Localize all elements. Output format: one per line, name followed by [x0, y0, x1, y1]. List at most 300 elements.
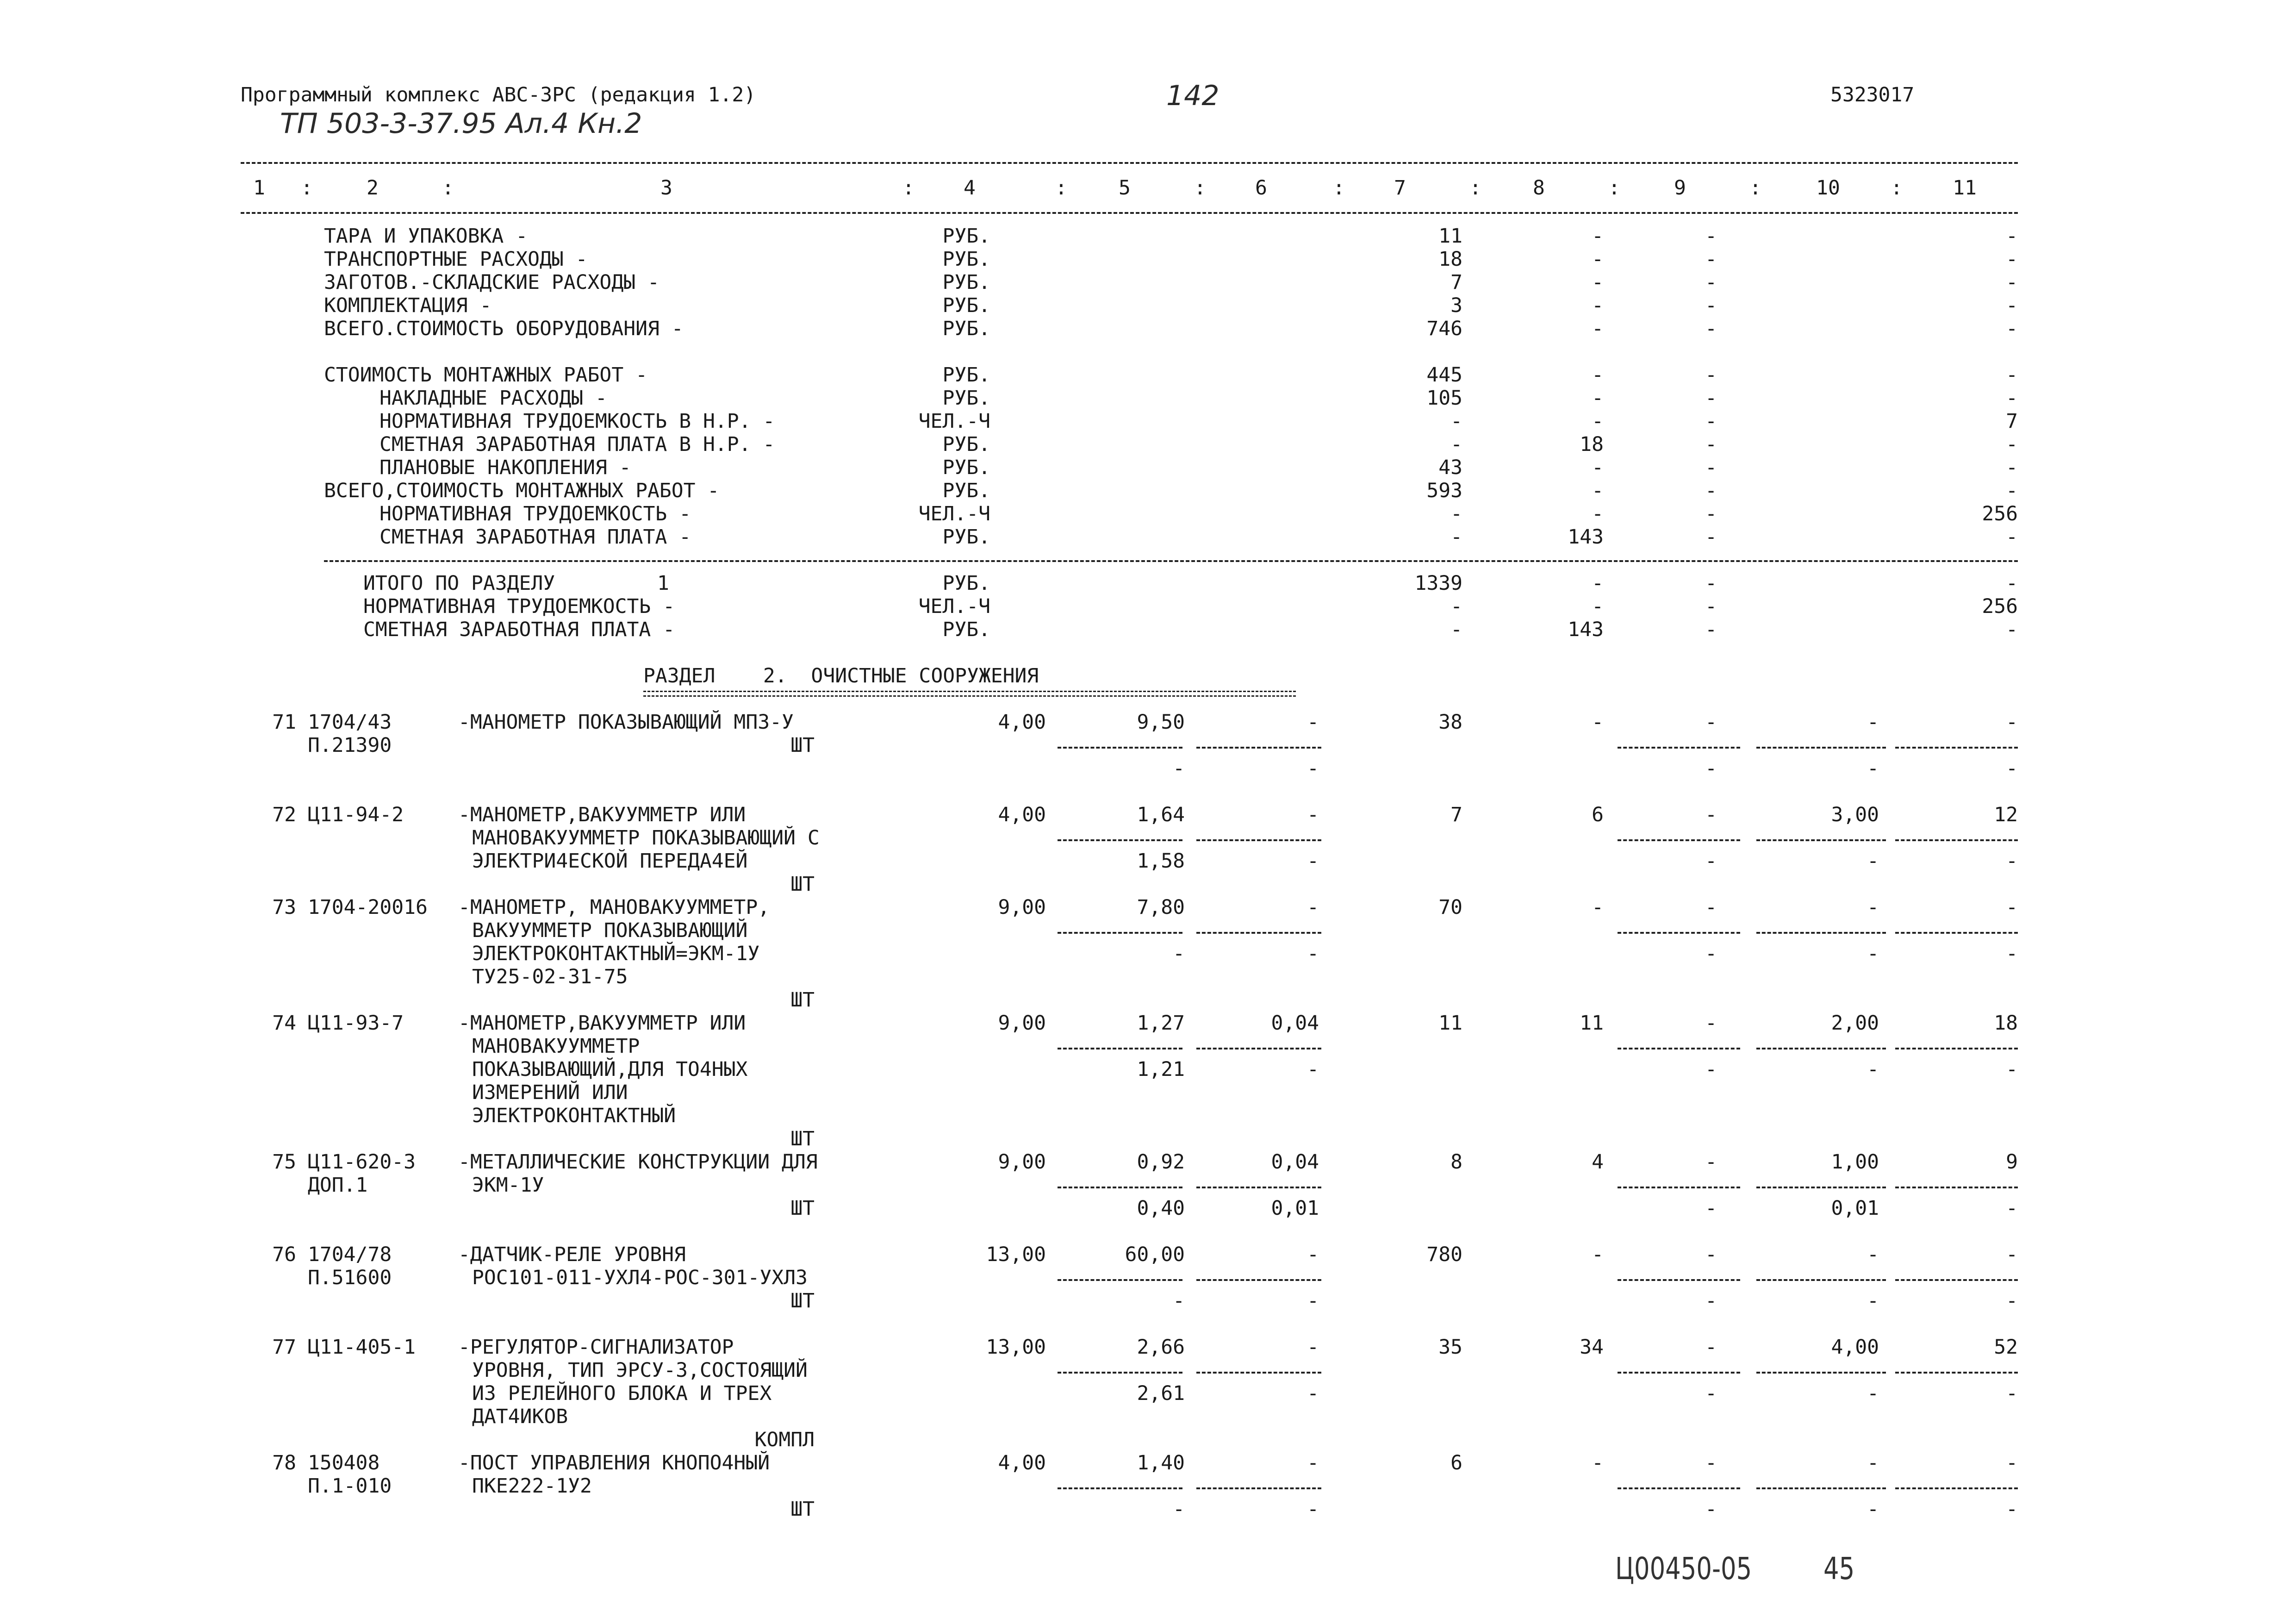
column-header-11: 11 [1953, 176, 1977, 200]
summary-row-unit: РУБ. [942, 618, 990, 641]
item-col8: 4 [1592, 1150, 1604, 1174]
item-col9: - [1705, 1336, 1717, 1359]
item-quantity: 13,00 [986, 1243, 1046, 1266]
item-col11-sub: - [2006, 757, 2018, 780]
item-col6: - [1307, 1451, 1319, 1474]
column-separator: : [442, 176, 454, 200]
column-header-4: 4 [964, 176, 976, 200]
item-col8: 11 [1580, 1012, 1604, 1035]
line-item-unit: РУБ. [942, 225, 990, 248]
item-quantity: 4,00 [998, 1451, 1046, 1474]
line-item-col9: - [1705, 479, 1717, 502]
item-col5: 1,27 [1137, 1012, 1185, 1035]
item-col9: - [1705, 1012, 1717, 1035]
line-item-unit: РУБ. [942, 387, 990, 410]
section-1-rule [324, 560, 2018, 562]
item-description-line: ПОКАЗЫВАЮЩИЙ,ДЛЯ ТО4НЫХ [472, 1058, 748, 1081]
item-split-rule [1618, 1048, 1740, 1049]
summary-row-col11: 256 [1982, 595, 2018, 618]
item-code: Ц11-93-7 [308, 1012, 404, 1035]
summary-row-col11: - [2006, 618, 2018, 641]
summary-row-name: НОРМАТИВНАЯ ТРУДОЕМКОСТЬ - [363, 595, 675, 618]
item-split-rule [1895, 1048, 2018, 1049]
item-col5: 7,80 [1137, 896, 1185, 919]
line-item-col9: - [1705, 456, 1717, 479]
item-col7: 780 [1426, 1243, 1462, 1266]
item-unit: ШТ [790, 1498, 815, 1521]
item-description-line: -МЕТАЛЛИЧЕСКИЕ КОНСТРУКЦИИ ДЛЯ [458, 1150, 818, 1174]
item-col10-sub: - [1867, 942, 1879, 965]
line-item-unit: РУБ. [942, 248, 990, 271]
line-item-col7: - [1450, 433, 1462, 456]
line-item-col9: - [1705, 294, 1717, 317]
column-separator: : [1333, 176, 1345, 200]
item-col7: 6 [1450, 1451, 1462, 1474]
line-item-col7: 593 [1426, 479, 1462, 502]
line-item-name: ВСЕГО,СТОИМОСТЬ МОНТАЖНЫХ РАБОТ - [324, 479, 720, 502]
line-item-name: СТОИМОСТЬ МОНТАЖНЫХ РАБОТ - [324, 363, 647, 387]
item-col10-sub: - [1867, 1289, 1879, 1312]
item-split-rule [1618, 747, 1740, 749]
item-number: 75 [272, 1150, 296, 1174]
summary-row-col9: - [1705, 572, 1717, 595]
item-split-rule [1058, 1187, 1182, 1188]
column-header-8: 8 [1533, 176, 1545, 200]
item-col10-sub: - [1867, 849, 1879, 873]
item-col6: 0,04 [1271, 1150, 1319, 1174]
item-unit: ШТ [790, 1197, 815, 1220]
item-split-rule [1196, 1187, 1321, 1188]
section-2-title-underline [643, 691, 1296, 697]
item-split-rule [1756, 1187, 1886, 1188]
item-col6-sub: - [1307, 1058, 1319, 1081]
item-split-rule [1895, 1279, 2018, 1281]
item-description-line: ЭЛЕКТРОКОНТАКТНЫЙ [472, 1104, 676, 1127]
line-item-col11: - [2006, 387, 2018, 410]
item-col7: 8 [1450, 1150, 1462, 1174]
item-col8: - [1592, 1451, 1604, 1474]
item-col10: - [1867, 1451, 1879, 1474]
handwritten-reference: ТП 503-3-37.95 Ал.4 Кн.2 [280, 107, 642, 140]
line-item-col11: - [2006, 248, 2018, 271]
item-unit: КОМПЛ [754, 1428, 815, 1451]
item-col8: - [1592, 1243, 1604, 1266]
item-description-line: ЭЛЕКТРОКОНТАКТНЫЙ=ЭКМ-1У [472, 942, 760, 965]
item-split-rule [1058, 839, 1182, 841]
line-item-col7: 3 [1450, 294, 1462, 317]
line-item-col9: - [1705, 363, 1717, 387]
item-code: 1704/43 [308, 711, 392, 734]
item-col5: 0,92 [1137, 1150, 1185, 1174]
line-item-name: КОМПЛЕКТАЦИЯ - [324, 294, 492, 317]
line-item-col7: 18 [1438, 248, 1462, 271]
item-number: 77 [272, 1336, 296, 1359]
section-summary-label: ИТОГО ПО РАЗДЕЛУ [363, 572, 555, 595]
item-col11: - [2006, 1451, 2018, 1474]
line-item-col8: - [1592, 294, 1604, 317]
page-number: 142 [1166, 80, 1220, 112]
item-col10: 2,00 [1831, 1012, 1879, 1035]
summary-row-col9: - [1705, 618, 1717, 641]
item-split-rule [1895, 839, 2018, 841]
item-split-rule [1618, 1279, 1740, 1281]
line-item-col11: - [2006, 456, 2018, 479]
item-col9: - [1705, 1243, 1717, 1266]
item-col11-sub: - [2006, 1498, 2018, 1521]
item-number: 72 [272, 803, 296, 826]
item-description-line: -ПОСТ УПРАВЛЕНИЯ КНОПО4НЫЙ [458, 1451, 770, 1474]
item-col11-sub: - [2006, 942, 2018, 965]
line-item-name: ЗАГОТОВ.-СКЛАДСКИЕ РАСХОДЫ - [324, 271, 660, 294]
item-col5: 1,64 [1137, 803, 1185, 826]
line-item-name: НОРМАТИВНАЯ ТРУДОЕМКОСТЬ - [380, 502, 691, 525]
line-item-name: ПЛАНОВЫЕ НАКОПЛЕНИЯ - [380, 456, 631, 479]
item-description-line: -МАНОМЕТР,ВАКУУММЕТР ИЛИ [458, 803, 746, 826]
line-item-col11: 256 [1982, 502, 2018, 525]
item-col5-sub: 1,58 [1137, 849, 1185, 873]
item-col9: - [1705, 1150, 1717, 1174]
line-item-col8: 143 [1568, 525, 1604, 549]
item-col5-sub: 0,40 [1137, 1197, 1185, 1220]
item-col11: - [2006, 896, 2018, 919]
line-item-col8: - [1592, 479, 1604, 502]
item-col10: 3,00 [1831, 803, 1879, 826]
item-col7: 38 [1438, 711, 1462, 734]
item-col5-sub: 1,21 [1137, 1058, 1185, 1081]
item-col10: 4,00 [1831, 1336, 1879, 1359]
line-item-unit: РУБ. [942, 525, 990, 549]
item-description-line: МАНОВАКУУММЕТР ПОКАЗЫВАЮЩИЙ С [472, 826, 820, 849]
line-item-col8: - [1592, 225, 1604, 248]
column-separator: : [902, 176, 915, 200]
item-col10: 1,00 [1831, 1150, 1879, 1174]
item-col8: - [1592, 896, 1604, 919]
item-col7: 11 [1438, 1012, 1462, 1035]
item-col11: 18 [1994, 1012, 2018, 1035]
item-col5-sub: - [1173, 1289, 1185, 1312]
line-item-col7: 105 [1426, 387, 1462, 410]
column-header-3: 3 [660, 176, 672, 200]
item-col6-sub: - [1307, 1382, 1319, 1405]
item-split-rule [1895, 747, 2018, 749]
item-col6: 0,04 [1271, 1012, 1319, 1035]
line-item-unit: РУБ. [942, 294, 990, 317]
item-split-rule [1196, 1048, 1321, 1049]
item-quantity: 4,00 [998, 803, 1046, 826]
item-description-line: ДАТ4ИКОВ [472, 1405, 568, 1428]
line-item-col9: - [1705, 387, 1717, 410]
column-separator: : [1055, 176, 1067, 200]
line-item-col8: - [1592, 387, 1604, 410]
item-split-rule [1895, 1187, 2018, 1188]
item-col11-sub: - [2006, 1058, 2018, 1081]
item-split-rule [1196, 1487, 1321, 1489]
item-col9: - [1705, 1451, 1717, 1474]
line-item-col11: - [2006, 479, 2018, 502]
item-col10: - [1867, 711, 1879, 734]
line-item-col9: - [1705, 502, 1717, 525]
item-description-line: ВАКУУММЕТР ПОКАЗЫВАЮЩИЙ [472, 919, 748, 942]
item-number: 73 [272, 896, 296, 919]
item-code: 1704/78 [308, 1243, 392, 1266]
item-number: 78 [272, 1451, 296, 1474]
item-col11: 12 [1994, 803, 2018, 826]
item-split-rule [1618, 1487, 1740, 1489]
item-col6-sub: - [1307, 757, 1319, 780]
summary-row-col7: - [1450, 618, 1462, 641]
summary-row-unit: ЧЕЛ.-Ч [918, 595, 990, 618]
item-col10-sub: - [1867, 1382, 1879, 1405]
line-item-unit: РУБ. [942, 479, 990, 502]
line-item-col8: - [1592, 410, 1604, 433]
item-col10-sub: - [1867, 1058, 1879, 1081]
item-col7: 7 [1450, 803, 1462, 826]
line-item-col11: 7 [2006, 410, 2018, 433]
item-split-rule [1618, 1187, 1740, 1188]
item-description-line: УРОВНЯ, ТИП ЭРСУ-3,СОСТОЯЩИЙ [472, 1359, 808, 1382]
line-item-name: ВСЕГО.СТОИМОСТЬ ОБОРУДОВАНИЯ - [324, 317, 684, 340]
item-col11-sub: - [2006, 1289, 2018, 1312]
item-col5: 2,66 [1137, 1336, 1185, 1359]
item-number: 76 [272, 1243, 296, 1266]
line-item-col8: - [1592, 317, 1604, 340]
item-col5-sub: - [1173, 942, 1185, 965]
item-col9-sub: - [1705, 1382, 1717, 1405]
line-item-col7: 7 [1450, 271, 1462, 294]
column-header-6: 6 [1255, 176, 1267, 200]
line-item-name: СМЕТНАЯ ЗАРАБОТНАЯ ПЛАТА - [380, 525, 691, 549]
line-item-col7: - [1450, 410, 1462, 433]
item-quantity: 9,00 [998, 1150, 1046, 1174]
item-col5-sub: - [1173, 1498, 1185, 1521]
line-item-col9: - [1705, 317, 1717, 340]
item-description-line: ЭКМ-1У [472, 1174, 544, 1197]
item-col10: - [1867, 896, 1879, 919]
line-item-col11: - [2006, 525, 2018, 549]
item-quantity: 4,00 [998, 711, 1046, 734]
item-col9: - [1705, 711, 1717, 734]
line-item-col11: - [2006, 225, 2018, 248]
item-col8: 34 [1580, 1336, 1604, 1359]
item-unit: ШТ [790, 873, 815, 896]
column-header-2: 2 [367, 176, 379, 200]
item-split-rule [1756, 1487, 1886, 1489]
item-description-line: -МАНОМЕТР,ВАКУУММЕТР ИЛИ [458, 1012, 746, 1035]
item-description-line: ИЗ РЕЛЕЙНОГО БЛОКА И ТРЕХ [472, 1382, 772, 1405]
line-item-unit: ЧЕЛ.-Ч [918, 502, 990, 525]
item-split-rule [1618, 1372, 1740, 1374]
column-header-1: 1 [253, 176, 265, 200]
line-item-col9: - [1705, 433, 1717, 456]
stamp-code: Ц00450-05 [1615, 1551, 1752, 1587]
line-item-name: НАКЛАДНЫЕ РАСХОДЫ - [380, 387, 607, 410]
item-col6-sub: - [1307, 1289, 1319, 1312]
item-col11: 9 [2006, 1150, 2018, 1174]
line-item-col9: - [1705, 225, 1717, 248]
item-code: Ц11-620-3 [308, 1150, 416, 1174]
summary-row-col7: 1339 [1414, 572, 1462, 595]
item-split-rule [1756, 747, 1886, 749]
item-col6: - [1307, 803, 1319, 826]
item-col6-sub: - [1307, 1498, 1319, 1521]
line-item-name: ТРАНСПОРТНЫЕ РАСХОДЫ - [324, 248, 588, 271]
line-item-unit: РУБ. [942, 433, 990, 456]
item-col8: - [1592, 711, 1604, 734]
item-split-rule [1756, 1279, 1886, 1281]
column-separator: : [1608, 176, 1620, 200]
item-split-rule [1756, 932, 1886, 934]
item-split-rule [1196, 747, 1321, 749]
line-item-col9: - [1705, 410, 1717, 433]
item-description-line: ПКЕ222-1У2 [472, 1474, 592, 1498]
item-split-rule [1058, 1279, 1182, 1281]
line-item-unit: ЧЕЛ.-Ч [918, 410, 990, 433]
column-header-5: 5 [1119, 176, 1131, 200]
item-col9-sub: - [1705, 942, 1717, 965]
item-code: П.1-010 [308, 1474, 392, 1498]
summary-row-col8: 143 [1568, 618, 1604, 641]
line-item-col8: - [1592, 248, 1604, 271]
item-col5: 9,50 [1137, 711, 1185, 734]
item-split-rule [1058, 932, 1182, 934]
item-unit: ШТ [790, 734, 815, 757]
line-item-col7: 746 [1426, 317, 1462, 340]
summary-row-col8: - [1592, 572, 1604, 595]
line-item-col8: - [1592, 502, 1604, 525]
line-item-col7: - [1450, 525, 1462, 549]
item-split-rule [1895, 932, 2018, 934]
item-col11-sub: - [2006, 1197, 2018, 1220]
line-item-unit: РУБ. [942, 363, 990, 387]
item-code: П.51600 [308, 1266, 392, 1289]
item-col5: 60,00 [1125, 1243, 1185, 1266]
item-col9: - [1705, 896, 1717, 919]
stamp-page: 45 [1823, 1551, 1855, 1587]
column-separator: : [1891, 176, 1903, 200]
line-item-col8: - [1592, 456, 1604, 479]
item-description-line: -РЕГУЛЯТОР-СИГНАЛИЗАТОР [458, 1336, 734, 1359]
item-col9: - [1705, 803, 1717, 826]
column-separator: : [1469, 176, 1481, 200]
item-col11-sub: - [2006, 1382, 2018, 1405]
item-number: 71 [272, 711, 296, 734]
item-quantity: 9,00 [998, 896, 1046, 919]
column-header-10: 10 [1816, 176, 1840, 200]
item-code: 1704-20016 [308, 896, 428, 919]
item-col11: - [2006, 1243, 2018, 1266]
item-split-rule [1196, 1372, 1321, 1374]
item-col6: - [1307, 711, 1319, 734]
item-split-rule [1895, 1372, 2018, 1374]
table-top-rule [241, 162, 2018, 164]
item-col10: - [1867, 1243, 1879, 1266]
header-bottom-rule [241, 212, 2018, 214]
item-split-rule [1895, 1487, 2018, 1489]
item-description-line: ТУ25-02-31-75 [472, 965, 628, 988]
item-description-line: МАНОВАКУУММЕТР [472, 1035, 640, 1058]
item-code: Ц11-405-1 [308, 1336, 416, 1359]
item-quantity: 13,00 [986, 1336, 1046, 1359]
line-item-col7: 445 [1426, 363, 1462, 387]
item-col9-sub: - [1705, 1197, 1717, 1220]
item-col6: - [1307, 896, 1319, 919]
item-unit: ШТ [790, 1127, 815, 1150]
item-col5-sub: - [1173, 757, 1185, 780]
summary-row-name: СМЕТНАЯ ЗАРАБОТНАЯ ПЛАТА - [363, 618, 675, 641]
item-col9-sub: - [1705, 757, 1717, 780]
item-number: 74 [272, 1012, 296, 1035]
item-col5: 1,40 [1137, 1451, 1185, 1474]
column-header-7: 7 [1394, 176, 1406, 200]
line-item-col7: 11 [1438, 225, 1462, 248]
item-split-rule [1618, 932, 1740, 934]
item-col7: 70 [1438, 896, 1462, 919]
item-col9-sub: - [1705, 1289, 1717, 1312]
column-separator: : [301, 176, 313, 200]
document-code: 5323017 [1830, 83, 1915, 106]
section-summary-number: 1 [657, 572, 669, 595]
item-col11: - [2006, 711, 2018, 734]
item-col10-sub: - [1867, 757, 1879, 780]
item-col9-sub: - [1705, 849, 1717, 873]
summary-row-col7: - [1450, 595, 1462, 618]
item-quantity: 9,00 [998, 1012, 1046, 1035]
item-split-rule [1196, 1279, 1321, 1281]
item-split-rule [1058, 1487, 1182, 1489]
line-item-unit: РУБ. [942, 456, 990, 479]
item-code: Ц11-94-2 [308, 803, 404, 826]
item-description-line: -ДАТЧИК-РЕЛЕ УРОВНЯ [458, 1243, 686, 1266]
column-separator: : [1749, 176, 1761, 200]
item-split-rule [1058, 1048, 1182, 1049]
line-item-col8: - [1592, 363, 1604, 387]
line-item-col11: - [2006, 271, 2018, 294]
line-item-name: СМЕТНАЯ ЗАРАБОТНАЯ ПЛАТА В Н.Р. - [380, 433, 775, 456]
item-col6-sub: - [1307, 942, 1319, 965]
item-code: П.21390 [308, 734, 392, 757]
summary-row-col11: - [2006, 572, 2018, 595]
summary-row-col8: - [1592, 595, 1604, 618]
item-code: ДОП.1 [308, 1174, 368, 1197]
item-split-rule [1756, 1048, 1886, 1049]
line-item-unit: РУБ. [942, 317, 990, 340]
item-description-line: ЭЛЕКТРИ4ЕСКОЙ ПЕРЕДА4ЕЙ [472, 849, 748, 873]
item-description-line: -МАНОМЕТР, МАНОВАКУУММЕТР, [458, 896, 770, 919]
item-split-rule [1058, 747, 1182, 749]
summary-row-unit: РУБ. [942, 572, 990, 595]
line-item-col9: - [1705, 525, 1717, 549]
item-split-rule [1196, 932, 1321, 934]
item-col11-sub: - [2006, 849, 2018, 873]
item-col9-sub: - [1705, 1498, 1717, 1521]
item-split-rule [1058, 1372, 1182, 1374]
column-header-9: 9 [1674, 176, 1686, 200]
item-split-rule [1196, 839, 1321, 841]
item-description-line: РОС101-011-УХЛ4-РОС-301-УХЛ3 [472, 1266, 808, 1289]
line-item-col8: - [1592, 271, 1604, 294]
line-item-col9: - [1705, 271, 1717, 294]
item-col6-sub: 0,01 [1271, 1197, 1319, 1220]
item-unit: ШТ [790, 1289, 815, 1312]
line-item-unit: РУБ. [942, 271, 990, 294]
item-code: 150408 [308, 1451, 380, 1474]
section-2-title: РАЗДЕЛ 2. ОЧИСТНЫЕ СООРУЖЕНИЯ [643, 664, 1039, 687]
item-col5-sub: 2,61 [1137, 1382, 1185, 1405]
item-col10-sub: - [1867, 1498, 1879, 1521]
line-item-col11: - [2006, 363, 2018, 387]
line-item-col11: - [2006, 433, 2018, 456]
line-item-col8: 18 [1580, 433, 1604, 456]
